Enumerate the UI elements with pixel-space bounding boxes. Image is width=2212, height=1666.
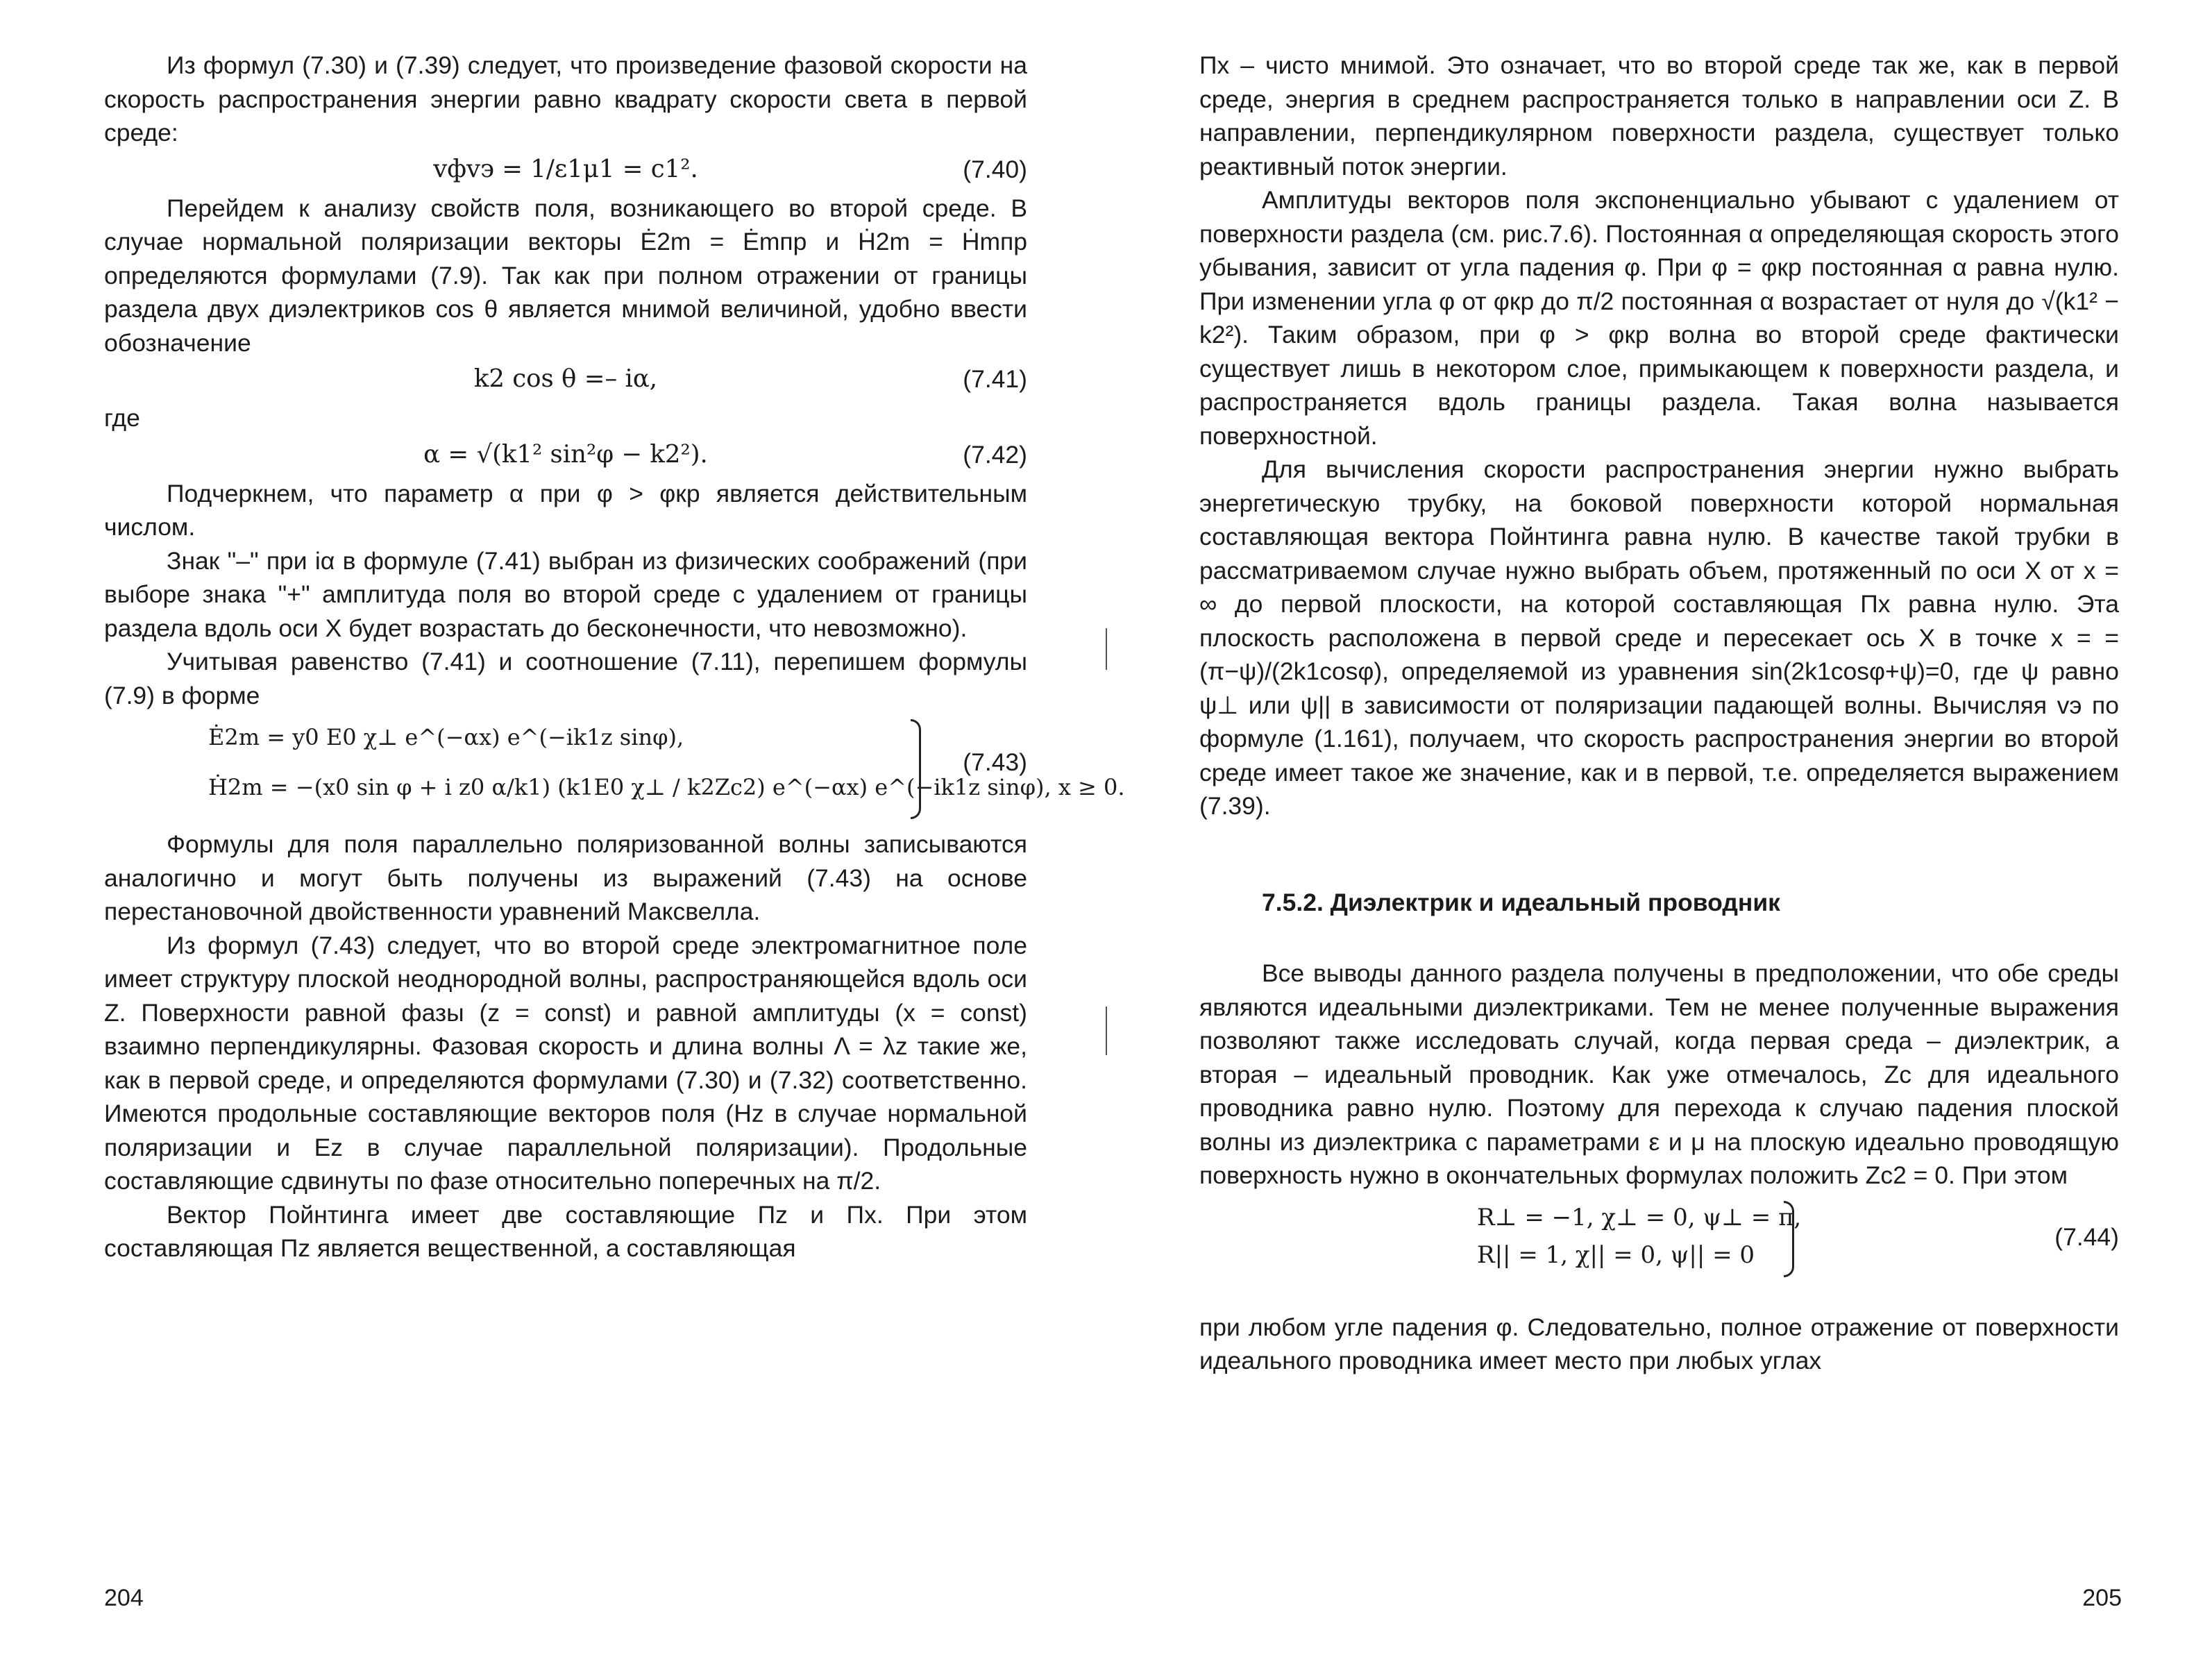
equation-7-41 bbox=[104, 362, 1027, 397]
paragraph: Подчеркнем, что параметр α при φ > φкр является действительным числом. bbox=[104, 479, 1027, 541]
equation-body: vфvэ = 1/ε1μ1 = c1². bbox=[433, 154, 698, 183]
equation-number: (7.41) bbox=[963, 365, 1027, 393]
paragraph: Для вычисления скорости распространения энергии нужно выбрать энергетическую трубку, на боковой поверхности которой нормальная составляющая вектора Пойнтинга равна нулю. В качестве такой трубки в рассматриваемом случае нужно выбрать объем, протяженный по оси X от x = ∞ до первой плоскости, на которой составляющая Пx равна нулю. Эта плоскость расположена в первой среде и пересекает ось X в точке x = = (π−ψ)/(2k1cosφ), определяемой из уравнения sin(2k1cosφ+ψ)=0, где ψ равно ψ⊥ или ψ|| в зависимости от поляризации падающей волны. Вычисляя vэ по формуле (1.161), получаем, что скорость распространения энергии во второй среде имеет такое же значение, как и в первой, т.е. определяется выражением (7.39). bbox=[1199, 455, 2119, 820]
page-number: 204 bbox=[104, 1585, 144, 1611]
paragraph: Формулы для поля параллельно поляризованной волны записываются аналогично и могут быть получены из выражений (7.43) на основе перестановочной двойственности уравнений Максвелла. bbox=[104, 830, 1027, 925]
paragraph: при любом угле падения φ. Следовательно, полное отражение от поверхности идеального проводника имеет место при любых углах bbox=[1199, 1313, 2119, 1374]
left-text-column bbox=[104, 49, 1125, 1265]
paragraph: Вектор Пойнтинга имеет две составляющие Пz и Пx. При этом составляющая Пz является вещественной, а составляющая bbox=[104, 1200, 1027, 1262]
spacer bbox=[1199, 1287, 2119, 1311]
where-label: где bbox=[104, 404, 140, 432]
right-text-column bbox=[1199, 49, 2119, 1378]
page-number: 205 bbox=[2082, 1585, 2122, 1611]
equation-number: (7.40) bbox=[963, 155, 1027, 183]
paragraph: Все выводы данного раздела получены в предположении, что обе среды являются идеальными диэлектриками. Тем не менее полученные выражения позволяют также исследовать случай, когда первая среда – диэлектрик, а вторая – идеальный проводник. Как уже отмечалось, Zc для идеального проводника равно нулю. Поэтому для перехода к случаю падения плоской волны из диэлектрика с параметрами ε и μ на плоскую идеально проводящую поверхность нужно в окончательных формулах положить Zc2 = 0. При этом bbox=[1199, 959, 2119, 1189]
equation-line: R|| = 1, χ|| = 0, ψ|| = 0 bbox=[1477, 1240, 1755, 1269]
equation-line: R⊥ = −1, χ⊥ = 0, ψ⊥ = π, bbox=[1477, 1203, 1802, 1231]
equation-body: α = √(k1² sin²φ − k2²). bbox=[423, 439, 708, 469]
equation-7-42 bbox=[104, 438, 1027, 473]
equation-7-40 bbox=[104, 153, 1027, 187]
equation-body: k2 cos θ =– iα, bbox=[473, 364, 658, 393]
equation-7-44 bbox=[1199, 1198, 2119, 1281]
paragraph: Знак "–" при iα в формуле (7.41) выбран из физических соображений (при выборе знака "+" амплитуда поля во второй среде с удалением от границы раздела вдоль оси X будет возрастать до бесконечности, что невозможно). bbox=[104, 546, 1027, 642]
right-brace bbox=[1784, 1201, 1794, 1277]
paragraph: Из формул (7.43) следует, что во второй среде электромагнитное поле имеет структуру плоской неоднородной волны, распространяющейся вдоль оси Z. Поверхности равной фазы (z = const) и равной амплитуды (x = const) взаимно перпендикулярны. Фазовая скорость и длина волны Λ = λz такие же, как в первой среде, и определяются формулами (7.30) и (7.32) соответственно. Имеются продольные составляющие векторов поля (Hz в случае нормальной поляризации и Ez в случае параллельной поляризации). Продольные составляющие сдвинуты по фазе относительно поперечных на π/2. bbox=[104, 931, 1027, 1195]
right-page bbox=[1106, 0, 2212, 1666]
equation-line: Ė2m = y0 E0 χ⊥ e^(−αx) e^(−ik1z sinφ), bbox=[208, 724, 684, 750]
equation-line: Ḣ2m = −(x0 sin φ + i z0 α/k1) (k1E0 χ⊥ / k2Zc2) e^(−αx) e^(−ik1z sinφ), x ≥ 0. bbox=[208, 774, 1125, 800]
equation-number: (7.42) bbox=[963, 440, 1027, 469]
paragraph: Амплитуды векторов поля экспоненциально убывают с удалением от поверхности раздела (см. рис.7.6). Постоянная α определяющая скорость этого убывания, зависит от угла падения φ. При φ = φкр постоянная α равна нулю. При изменении угла φ от φкр до π/2 постоянная α возрастает от нуля до √(k1² − k2²). Таким образом, при φ > φкр волна во второй среде фактически существует лишь в некотором слое, примыкающем к поверхности раздела, и распространяется вдоль границы раздела. Такая волна называется поверхностной. bbox=[1199, 186, 2119, 450]
spacer bbox=[1199, 823, 2119, 886]
paragraph: Из формул (7.30) и (7.39) следует, что произведение фазовой скорости на скорость распространения энергии равно квадрату скорости света в первой среде: bbox=[104, 51, 1027, 146]
spacer bbox=[1199, 919, 2119, 957]
equation-number: (7.43) bbox=[963, 748, 1027, 776]
paragraph: Перейдем к анализу свойств поля, возникающего во второй среде. В случае нормальной поляризации векторы Ė2m = Ėmпр и Ḣ2m = Ḣmпр определяются формулами (7.9). Так как при полном отражении от границы раздела двух диэлектриков cos θ является мнимой величиной, удобно ввести обозначение bbox=[104, 194, 1027, 357]
section-heading: 7.5.2. Диэлектрик и идеальный проводник bbox=[1262, 888, 1780, 916]
paragraph: Пx – чисто мнимой. Это означает, что во второй среде так же, как в первой среде, энергия в среднем распространяется только в направлении оси Z. В направлении, перпендикулярном поверхности раздела, существует только реактивный поток энергии. bbox=[1199, 51, 2119, 180]
right-brace bbox=[911, 719, 921, 819]
equation-number: (7.44) bbox=[2054, 1222, 2119, 1251]
paragraph: Учитывая равенство (7.41) и соотношение (7.11), перепишем формулы (7.9) в форме bbox=[104, 648, 1027, 709]
equation-7-43 bbox=[104, 718, 1125, 822]
